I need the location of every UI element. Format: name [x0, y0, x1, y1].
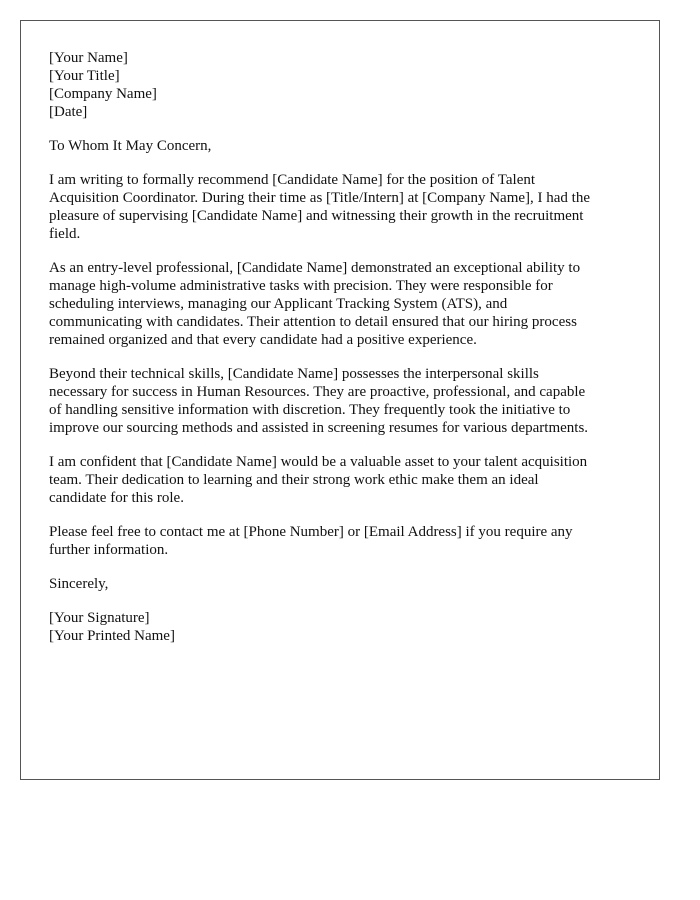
paragraph-line: Acquisition Coordinator. During their time as [Title/Intern] at [Company Name], I had the — [49, 190, 591, 206]
paragraph-line: field. — [49, 226, 81, 242]
paragraph-line: candidate for this role. — [49, 490, 184, 506]
letter-body — [49, 49, 639, 645]
salutation: To Whom It May Concern, — [49, 138, 212, 154]
paragraph-line: improve our sourcing methods and assisted in screening resumes for various departments. — [49, 420, 589, 436]
paragraph-responsibilities — [49, 259, 639, 349]
paragraph-line: of handling sensitive information with discretion. They frequently took the initiative to — [49, 402, 571, 418]
closing: Sincerely, — [49, 576, 109, 592]
sender-company: [Company Name] — [49, 86, 157, 102]
paragraph-recommendation — [49, 171, 639, 243]
paragraph-line: manage high-volume administrative tasks with precision. They were responsible for — [49, 278, 553, 294]
sender-name: [Your Name] — [49, 50, 128, 66]
printed-name: [Your Printed Name] — [49, 628, 175, 644]
paragraph-confidence — [49, 453, 639, 507]
signature-block — [49, 609, 639, 645]
paragraph-line: Beyond their technical skills, [Candidate Name] possesses the interpersonal skills — [49, 366, 539, 382]
sender-title: [Your Title] — [49, 68, 120, 84]
paragraph-line: necessary for success in Human Resources. They are proactive, professional, and capable — [49, 384, 586, 400]
letter-date: [Date] — [49, 104, 88, 120]
paragraph-line: Please feel free to contact me at [Phone Number] or [Email Address] if you require any — [49, 524, 573, 540]
paragraph-line: further information. — [49, 542, 169, 558]
paragraph-skills — [49, 365, 639, 437]
paragraph-line: remained organized and that every candidate had a positive experience. — [49, 332, 477, 348]
paragraph-contact — [49, 523, 639, 559]
paragraph-line: I am confident that [Candidate Name] would be a valuable asset to your talent acquisition — [49, 454, 588, 470]
sender-block — [49, 49, 639, 121]
paragraph-line: communicating with candidates. Their attention to detail ensured that our hiring process — [49, 314, 577, 330]
signature-placeholder: [Your Signature] — [49, 610, 150, 626]
paragraph-line: pleasure of supervising [Candidate Name] and witnessing their growth in the recruitment — [49, 208, 584, 224]
paragraph-line: scheduling interviews, managing our Applicant Tracking System (ATS), and — [49, 296, 508, 312]
paragraph-line: I am writing to formally recommend [Candidate Name] for the position of Talent — [49, 172, 536, 188]
letter-page — [20, 20, 660, 780]
paragraph-line: team. Their dedication to learning and their strong work ethic make them an ideal — [49, 472, 539, 488]
paragraph-line: As an entry-level professional, [Candidate Name] demonstrated an exceptional ability to — [49, 260, 581, 276]
